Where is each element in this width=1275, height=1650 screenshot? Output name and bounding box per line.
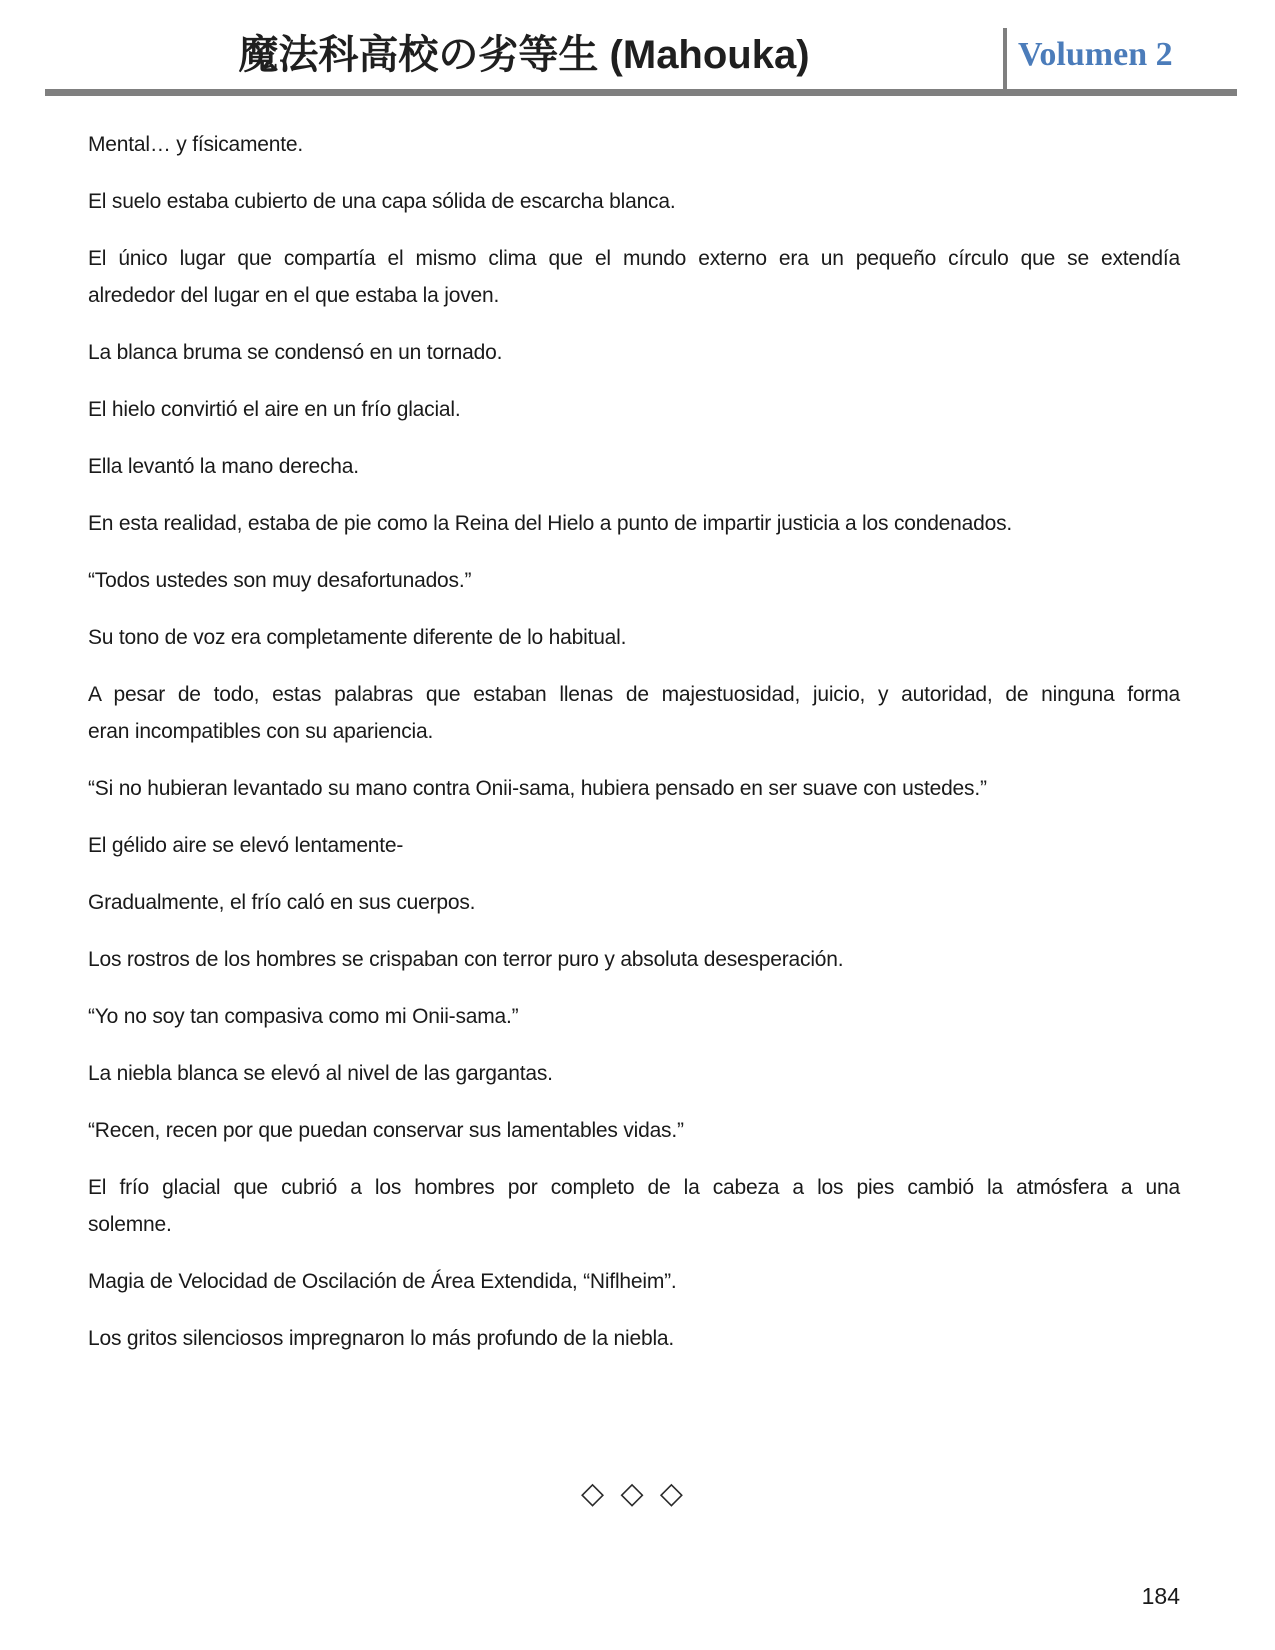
text-line: Magia de Velocidad de Oscilación de Área Extendida, “Niflheim”. (88, 1270, 677, 1293)
paragraph (88, 183, 1180, 220)
header-rule (45, 89, 1237, 96)
text-line: “Recen, recen por que puedan conservar sus lamentables vidas.” (88, 1119, 684, 1142)
paragraph (88, 619, 1180, 656)
paragraph (88, 884, 1180, 921)
text-line: El frío glacial que cubrió a los hombres por completo de la cabeza a los pies cambió la atmósfera a una (88, 1176, 1180, 1199)
text-line: alrededor del lugar en el que estaba la joven. (88, 284, 500, 307)
paragraph (88, 240, 1180, 314)
paragraph (88, 1055, 1180, 1092)
paragraph (88, 126, 1180, 163)
text-line: Su tono de voz era completamente diferente de lo habitual. (88, 626, 627, 649)
text-line: eran incompatibles con su apariencia. (88, 720, 434, 743)
paragraph (88, 562, 1180, 599)
text-line: A pesar de todo, estas palabras que estaban llenas de majestuosidad, juicio, y autoridad, de ninguna forma (88, 683, 1180, 706)
scene-separator: ◇ ◇ ◇ (581, 1477, 687, 1510)
text-line: El suelo estaba cubierto de una capa sólida de escarcha blanca. (88, 190, 676, 213)
volume-label: Volumen 2 (1018, 36, 1173, 73)
text-line: El gélido aire se elevó lentamente- (88, 834, 404, 857)
text-line: Los rostros de los hombres se crispaban con terror puro y absoluta desesperación. (88, 948, 844, 971)
text-line: Mental… y físicamente. (88, 133, 304, 156)
text-line: La niebla blanca se elevó al nivel de las gargantas. (88, 1062, 553, 1085)
text-line: Gradualmente, el frío caló en sus cuerpos. (88, 891, 476, 914)
paragraph (88, 676, 1180, 750)
paragraph (88, 1112, 1180, 1149)
text-line: El único lugar que compartía el mismo clima que el mundo externo era un pequeño círculo que se extendía (88, 247, 1180, 270)
text-line: “Yo no soy tan compasiva como mi Onii-sama.” (88, 1005, 519, 1028)
paragraph (88, 827, 1180, 864)
paragraph-list (88, 126, 1180, 1357)
paragraph (88, 998, 1180, 1035)
paragraph (88, 448, 1180, 485)
text-line: El hielo convirtió el aire en un frío glacial. (88, 398, 461, 421)
body-text (88, 126, 1180, 1615)
text-line: En esta realidad, estaba de pie como la Reina del Hielo a punto de impartir justicia a los condenados. (88, 512, 1013, 535)
header-divider-line (1003, 28, 1007, 96)
text-line: Los gritos silenciosos impregnaron lo más profundo de la niebla. (88, 1327, 675, 1350)
paragraph (88, 770, 1180, 807)
paragraph (88, 941, 1180, 978)
paragraph (88, 1169, 1180, 1243)
document-title: 魔法科高校の劣等生 (Mahouka) (238, 33, 810, 77)
page-number: 184 (1141, 1583, 1180, 1609)
paragraph (88, 391, 1180, 428)
paragraph (88, 505, 1180, 542)
text-line: “Todos ustedes son muy desafortunados.” (88, 569, 472, 592)
paragraph (88, 1320, 1180, 1357)
text-line: Ella levantó la mano derecha. (88, 455, 359, 478)
text-line: La blanca bruma se condensó en un tornado. (88, 341, 503, 364)
paragraph (88, 1263, 1180, 1300)
text-line: “Si no hubieran levantado su mano contra Onii-sama, hubiera pensado en ser suave con ustedes.” (88, 777, 987, 800)
text-line: solemne. (88, 1213, 172, 1236)
paragraph (88, 334, 1180, 371)
